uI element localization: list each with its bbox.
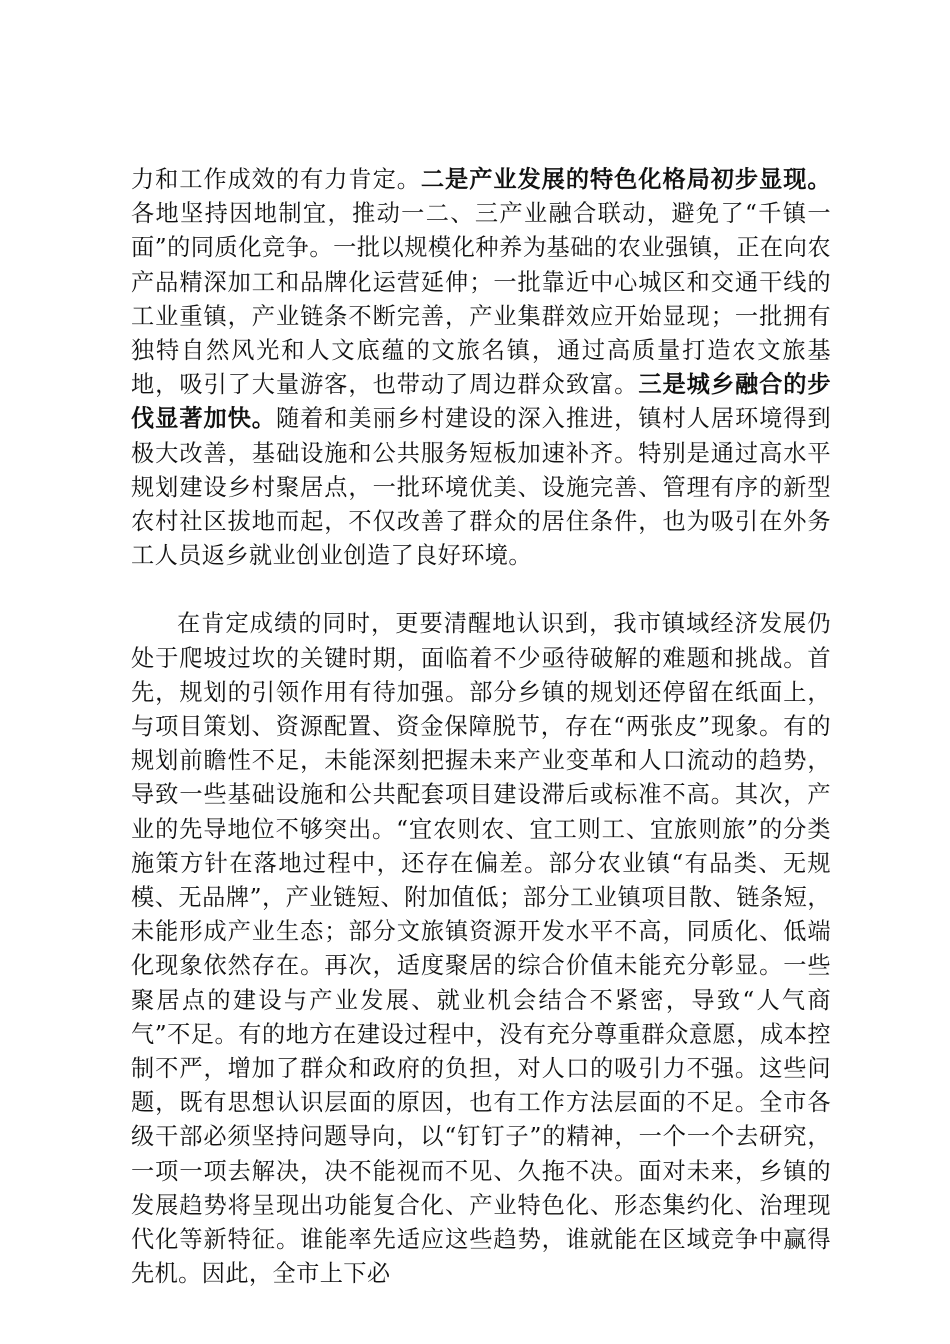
heading-urban-rural-integration: 三是城乡融合的步伐显著加快。 — [131, 371, 832, 433]
paragraph-1-text: 各地坚持因地制宜，推动一二、三产业融合联动，避免了“千镇一面”的同质化竞争。一批以规模化种养为基础的农业强镇，正在向农产品精深加工和品牌化运营延伸；一批靠近中心城区和交通干线的工业重镇，产业链条不断完善，产业集群效应开始显现；一批拥有独特自然风光和人文底蕴的文旅名镇，通过高质量打造农文旅基地，吸引了大量游客，也带动了周边群众致富。 — [131, 200, 831, 399]
paragraph-2 — [131, 607, 831, 1291]
paragraph-1-text: 力和工作成效的有力肯定。 — [131, 166, 421, 193]
paragraph-1 — [131, 163, 831, 573]
document-page — [131, 163, 831, 1292]
heading-industry-characteristics: 二是产业发展的特色化格局初步显现。 — [420, 166, 831, 193]
paragraph-1-text: 随着和美丽乡村建设的深入推进，镇村人居环境得到极大改善，基础设施和公共服务短板加速补齐。特别是通过高水平规划建设乡村聚居点，一批环境优美、设施完善、管理有序的新型农村社区拔地而起，不仅改善了群众的居住条件，也为吸引在外务工人员返乡就业创业创造了良好环境。 — [131, 405, 831, 570]
paragraph-2-text: 在肯定成绩的同时，更要清醒地认识到，我市镇域经济发展仍处于爬坡过坎的关键时期，面临着不少亟待破解的难题和挑战。首先，规划的引领作用有待加强。部分乡镇的规划还停留在纸面上，与项目策划、资源配置、资金保障脱节，存在“两张皮”现象。有的规划前瞻性不足，未能深刻把握未来产业变革和人口流动的趋势，导致一些基础设施和公共配套项目建设滞后或标准不高。其次，产业的先导地位不够突出。“宜农则农、宜工则工、宜旅则旅”的分类施策方针在落地过程中，还存在偏差。部分农业镇“有品类、无规模、无品牌”，产业链短、附加值低；部分工业镇项目散、链条短，未能形成产业生态；部分文旅镇资源开发水平不高，同质化、低端化现象依然存在。再次，适度聚居的综合价值未能充分彰显。一些聚居点的建设与产业发展、就业机会结合不紧密，导致“人气商气”不足。有的地方在建设过程中，没有充分尊重群众意愿，成本控制不严，增加了群众和政府的负担，对人口的吸引力不强。这些问题，既有思想认识层面的原因，也有工作方法层面的不足。全市各级干部必须坚持问题导向，以“钉钉子”的精神，一个一个去研究，一项一项去解决，决不能视而不见、久拖不决。面对未来，乡镇的发展趋势将呈现出功能复合化、产业特色化、形态集约化、治理现代化等新特征。谁能率先适应这些趋势，谁就能在区域竞争中赢得先机。因此，全市上下必 — [131, 610, 831, 1288]
